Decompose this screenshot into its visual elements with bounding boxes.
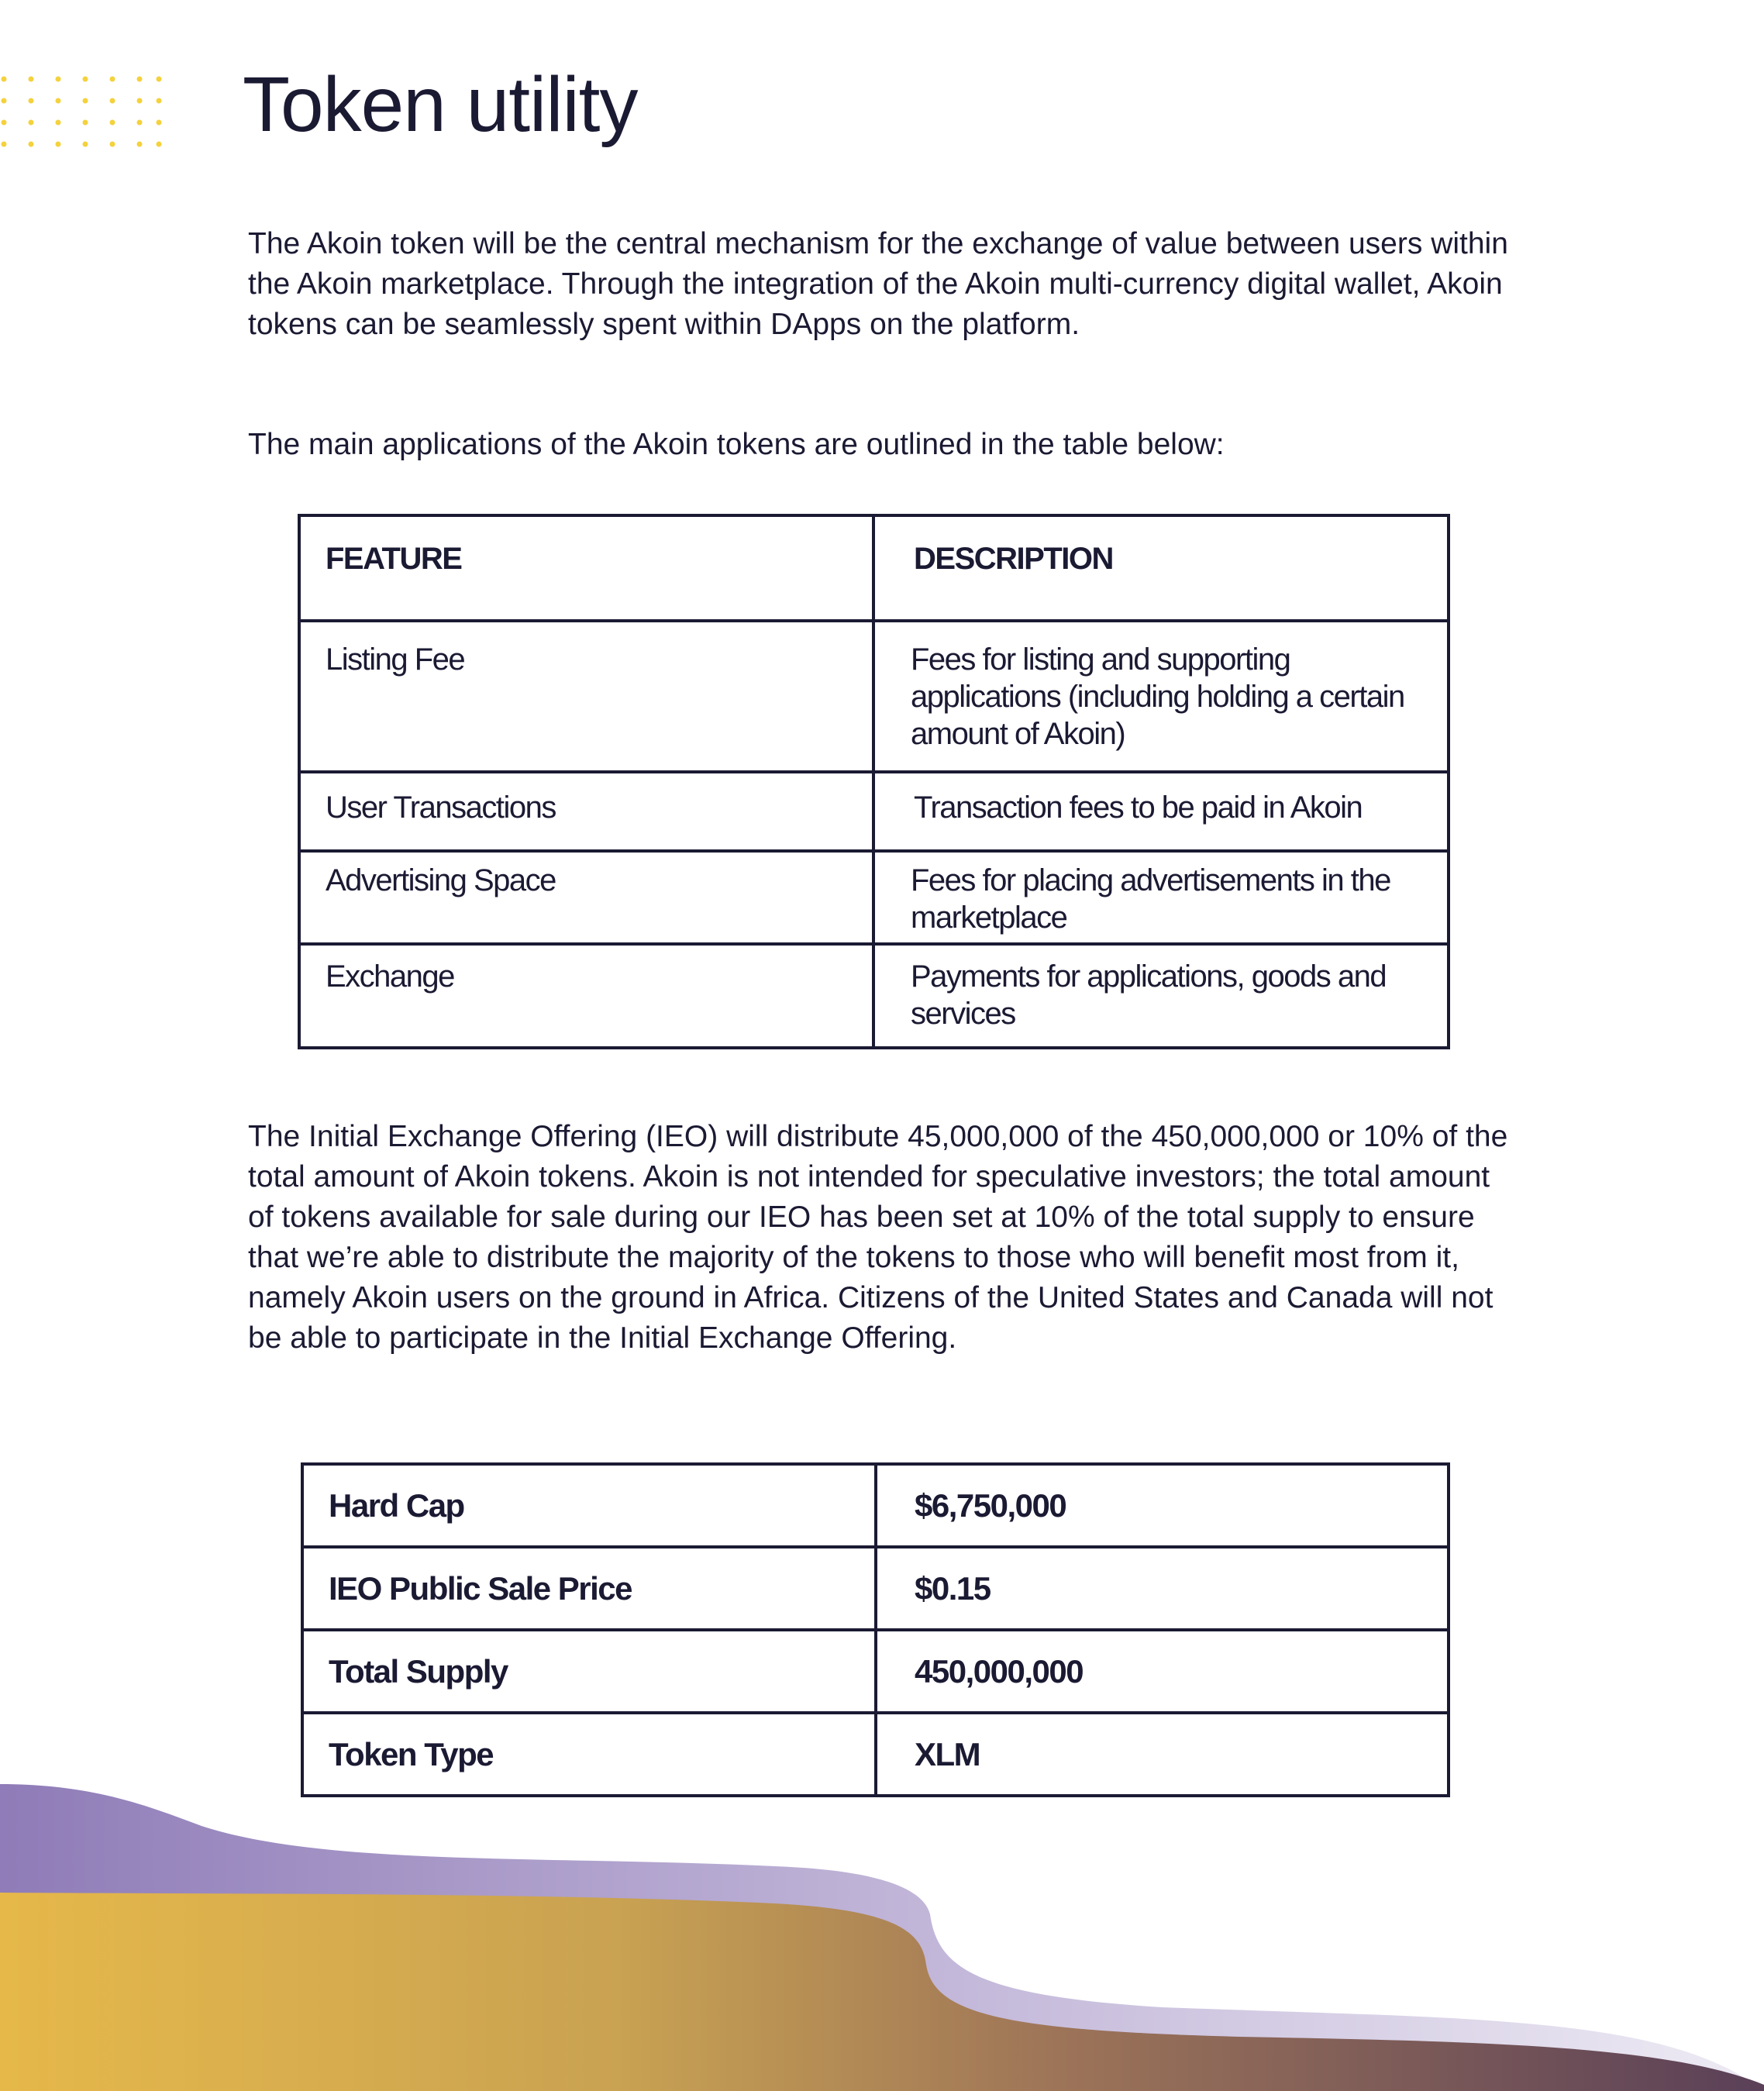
table-lead-paragraph: The main applications of the Akoin tokens are outlined in the table below:	[248, 428, 1225, 461]
table-header-row	[299, 515, 1449, 621]
table-row	[302, 1630, 1449, 1713]
page-title: Token utility	[243, 61, 638, 148]
description-column-header: DESCRIPTION	[873, 515, 1449, 621]
description-cell: Fees for placing advertisements in the marketplace	[873, 851, 1449, 944]
table-row	[299, 944, 1449, 1048]
table-row	[302, 1464, 1449, 1547]
feature-cell: Exchange	[299, 944, 873, 1048]
dot-grid-decoration	[0, 75, 167, 149]
feature-table	[298, 514, 1450, 1049]
feature-cell: Listing Fee	[299, 621, 873, 772]
sale-price-label: IEO Public Sale Price	[302, 1547, 876, 1630]
feature-cell: User Transactions	[299, 772, 873, 851]
footer-wave-decoration	[0, 1775, 1764, 2091]
hard-cap-label: Hard Cap	[302, 1464, 876, 1547]
table-row	[302, 1547, 1449, 1630]
description-cell: Transaction fees to be paid in Akoin	[873, 772, 1449, 851]
total-supply-label: Total Supply	[302, 1630, 876, 1713]
hard-cap-value: $6,750,000	[876, 1464, 1449, 1547]
sale-price-value: $0.15	[876, 1547, 1449, 1630]
description-cell: Payments for applications, goods and services	[873, 944, 1449, 1048]
token-type-value: XLM	[876, 1713, 1449, 1796]
token-type-label: Token Type	[302, 1713, 876, 1796]
feature-cell: Advertising Space	[299, 851, 873, 944]
ieo-paragraph: The Initial Exchange Offering (IEO) will distribute 45,000,000 of the 450,000,000 or 10% of the total amount of Akoin tokens. Akoin is not intended for speculative investors; the total amount of tokens available for sale during our IEO has been set at 10% of the total supply to ensure that we’re able to distribute the majority of the tokens to those who will benefit most from it, namely Akoin users on the ground in Africa. Citizens of the United States and Canada will not be able to participate in the Initial Exchange Offering.	[248, 1120, 1508, 1355]
total-supply-value: 450,000,000	[876, 1630, 1449, 1713]
ieo-details-table	[301, 1462, 1450, 1797]
intro-paragraph: The Akoin token will be the central mechanism for the exchange of value between users within the Akoin marketplace. Through the integration of the Akoin multi-currency digital wallet, Akoin tokens can be seamlessly spent within DApps on the platform.	[248, 227, 1508, 341]
table-row	[299, 772, 1449, 851]
feature-column-header: FEATURE	[299, 515, 873, 621]
table-row	[299, 851, 1449, 944]
table-row	[299, 621, 1449, 772]
description-cell: Fees for listing and supporting applications (including holding a certain amount of Akoin)	[873, 621, 1449, 772]
